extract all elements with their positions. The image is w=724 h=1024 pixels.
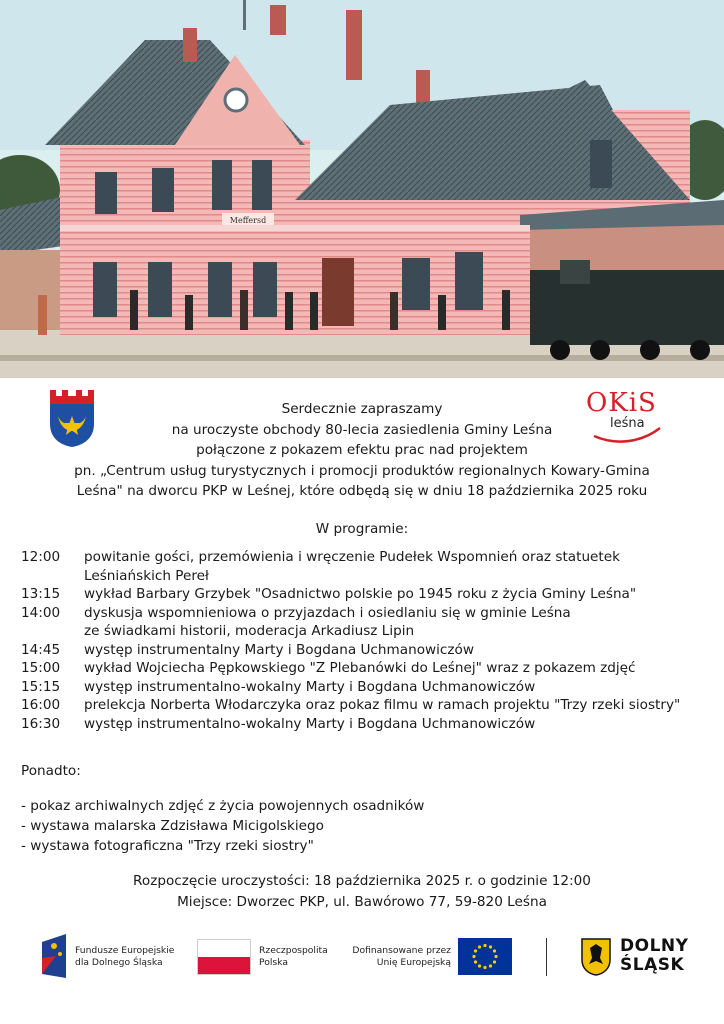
event-start: Rozpoczęcie uroczystości: 18 października 2025 r. o godzinie 12:00 (133, 873, 591, 889)
schedule-time: 16:30 (21, 715, 61, 732)
schedule-line: występ instrumentalno-wokalny Marty i Bogdana Uchmanowiczów (84, 678, 536, 695)
schedule-row (21, 604, 711, 641)
schedule-line: wykład Barbary Grzybek "Osadnictwo polskie po 1945 roku z życia Gminy Leśna" (84, 586, 637, 602)
event-details (0, 871, 724, 913)
schedule-time: 13:15 (21, 586, 61, 602)
extras-item: - wystawa fotograficzna "Trzy rzeki siostry" (21, 838, 314, 854)
schedule-line: ze świadkami historii, moderacja Arkadiusz Lipin (84, 623, 415, 639)
schedule-line: występ instrumentalno-wokalny Marty i Bogdana Uchmanowiczów (84, 715, 536, 732)
sponsor-logos (0, 930, 724, 990)
schedule-description (84, 696, 711, 715)
program-heading: W programie: (315, 521, 409, 537)
schedule-row (21, 715, 711, 734)
dolny-slask-line: DOLNY (620, 936, 689, 956)
logo-divider (546, 938, 547, 976)
schedule-line: dyskusja wspomnieniowa o przyjazdach i osiedlaniu się w gminie Leśna (84, 604, 571, 621)
polish-flag-icon (197, 939, 251, 975)
rp-line: Rzeczpospolita (259, 945, 328, 956)
eu-line: Unię Europejską (376, 957, 451, 968)
schedule-row (21, 641, 711, 660)
european-funds-line: Fundusze Europejskie (75, 945, 175, 956)
eu-flag-icon (458, 938, 512, 975)
rp-line: Polska (259, 957, 288, 968)
schedule-description (84, 585, 711, 604)
schedule-time: 12:00 (21, 549, 61, 565)
invitation-line-4: pn. „Centrum usług turystycznych i promocji produktów regionalnych Kowary-Gmina (74, 462, 650, 479)
invitation-line-5: Leśna" na dworcu PKP w Leśnej, które odbędą się w dniu 18 października 2025 roku (76, 483, 648, 499)
event-place: Miejsce: Dworzec PKP, ul. Bawórowo 77, 59-820 Leśna (177, 894, 547, 910)
extras-heading: Ponadto: (21, 763, 81, 779)
european-funds-label (75, 945, 174, 969)
station-illustration (0, 0, 724, 378)
schedule-line: Leśniańskich Pereł (84, 567, 209, 584)
okis-logo-subtext: leśna (610, 416, 645, 431)
invitation-line-2: na uroczyste obchody 80-lecia zasiedlenia Gminy Leśna (171, 421, 553, 438)
eu-label (349, 945, 451, 969)
european-funds-icon (42, 934, 66, 978)
schedule-line: prelekcja Norberta Włodarczyka oraz pokaz filmu w ramach projektu "Trzy rzeki siostry" (84, 697, 681, 713)
schedule-time: 16:00 (21, 697, 61, 713)
extras-item: - pokaz archiwalnych zdjęć z życia powojennych osadników (21, 798, 425, 814)
invitation-text (0, 399, 724, 502)
schedule-time: 15:15 (21, 678, 61, 695)
schedule-description (84, 715, 711, 734)
okis-logo-text: OKiS (586, 388, 657, 418)
schedule-line: występ instrumentalny Marty i Bogdana Uchmanowiczów (84, 641, 474, 658)
dolny-slask-line: ŚLĄSK (620, 955, 685, 975)
schedule-row (21, 659, 711, 678)
schedule-description (84, 548, 711, 585)
schedule-description (84, 678, 711, 697)
schedule-description (84, 641, 711, 660)
eu-line: Dofinansowane przez (352, 945, 451, 956)
european-funds-line: dla Dolnego Śląska (75, 957, 163, 968)
schedule-row (21, 548, 711, 585)
invitation-line-1: Serdecznie zapraszamy (281, 401, 443, 417)
schedule-row (21, 585, 711, 604)
schedule-row (21, 696, 711, 715)
rp-label (259, 945, 328, 969)
schedule-description (84, 604, 711, 641)
dolny-slask-crest-icon (581, 938, 611, 976)
invitation-line-3: połączone z pokazem efektu prac nad projektem (196, 442, 528, 458)
schedule-description (84, 659, 711, 678)
schedule-time: 14:00 (21, 604, 61, 621)
program-schedule (21, 548, 711, 733)
schedule-time: 14:45 (21, 641, 61, 658)
station-sign: Meffersd (229, 216, 267, 225)
schedule-line: wykład Wojciecha Pępkowskiego "Z Plebanówki do Leśnej" wraz z pokazem zdjęć (84, 660, 636, 676)
extras-list (21, 796, 424, 856)
schedule-row (21, 678, 711, 697)
schedule-line: powitanie gości, przemówienia i wręczenie Pudełek Wspomnień oraz statuetek (84, 549, 620, 565)
dolny-slask-label (620, 937, 688, 975)
schedule-time: 15:00 (21, 660, 61, 676)
extras-item: - wystawa malarska Zdzisława Micigolskiego (21, 818, 324, 834)
